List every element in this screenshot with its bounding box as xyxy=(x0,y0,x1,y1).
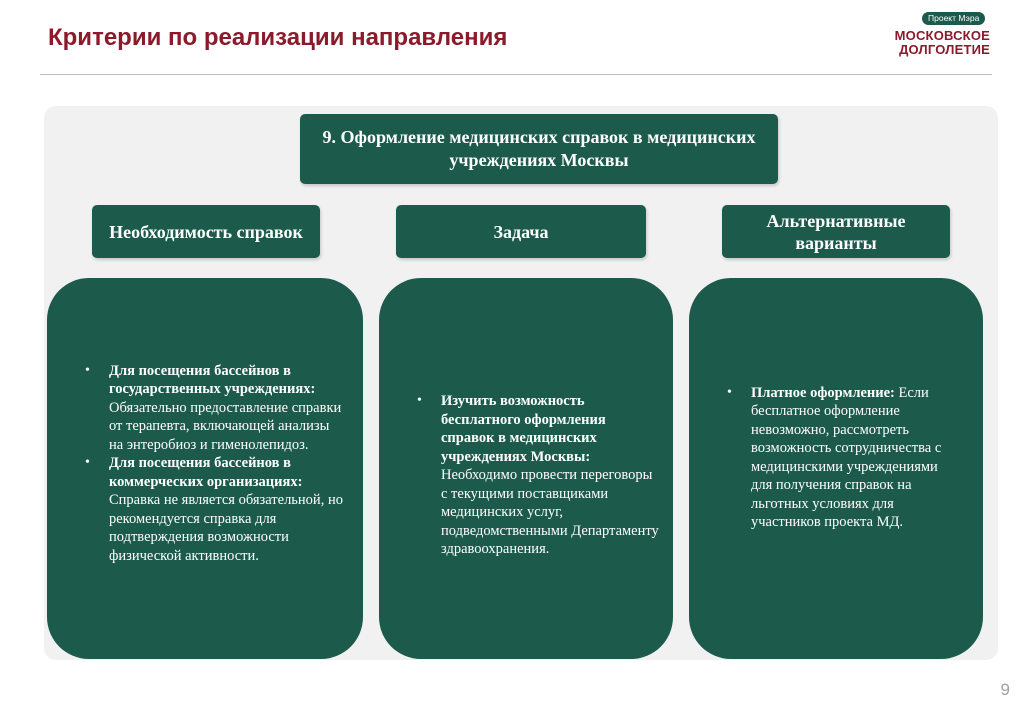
column-heading-alternatives xyxy=(722,205,950,258)
main-topic-box xyxy=(300,114,778,184)
bullet-bold-text: Изучить возможность бесплатного оформления справок в медицинских учреждениях Москвы: xyxy=(441,393,606,465)
logo-text-line-1: МОСКОВСКОЕ xyxy=(894,28,990,43)
logo-badge: Проект Мэра xyxy=(922,12,985,25)
bullet-list xyxy=(85,362,343,566)
column-heading-text: Необходимость справок xyxy=(109,221,303,242)
page-title: Критерии по реализации направления xyxy=(48,24,508,51)
bullet-item xyxy=(85,454,343,565)
column-heading-task xyxy=(396,205,646,258)
bullet-bold-text: Для посещения бассейнов в государственных учреждениях: xyxy=(109,362,316,398)
bullet-list xyxy=(727,384,959,532)
bullet-bold-text: Для посещения бассейнов в коммерческих организациях: xyxy=(109,455,303,490)
bullet-text: Обязательно предоставление справки от терапевта, включающей анализы на энтеробиоз и гименолепидоз. xyxy=(109,399,342,453)
column-heading-text: Альтернативные варианты xyxy=(766,210,906,253)
page-number: 9 xyxy=(1000,680,1010,699)
column-heading-text: Задача xyxy=(493,221,549,242)
bullet-list xyxy=(417,392,659,559)
bullet-bold-text: Платное оформление: xyxy=(751,384,895,401)
column-card-necessity xyxy=(47,278,363,659)
bullet-item xyxy=(85,362,343,455)
bullet-item xyxy=(417,392,659,559)
bullet-text: Необходимо провести переговоры с текущими поставщиками медицинских услуг, подведомственными Департаменту здравоохранения. xyxy=(441,467,659,558)
bullet-text: Если бесплатное оформление невозможно, рассмотреть возможность сотрудничества с медицинскими учреждениями для получения справок на льготных условиях для участников проекта МД. xyxy=(751,384,942,530)
logo-text-line-2: ДОЛГОЛЕТИЕ xyxy=(899,42,990,57)
bullet-item xyxy=(727,384,959,532)
logo xyxy=(888,12,992,62)
bullet-text: Справка не является обязательной, но рекомендуется справка для подтверждения возможности физической активности. xyxy=(109,492,343,564)
column-card-task xyxy=(379,278,673,659)
column-heading-necessity xyxy=(92,205,320,258)
column-card-alternatives xyxy=(689,278,983,659)
header-divider xyxy=(40,74,992,75)
main-topic-text: 9. Оформление медицинских справок в медицинских учреждениях Москвы xyxy=(322,127,756,170)
